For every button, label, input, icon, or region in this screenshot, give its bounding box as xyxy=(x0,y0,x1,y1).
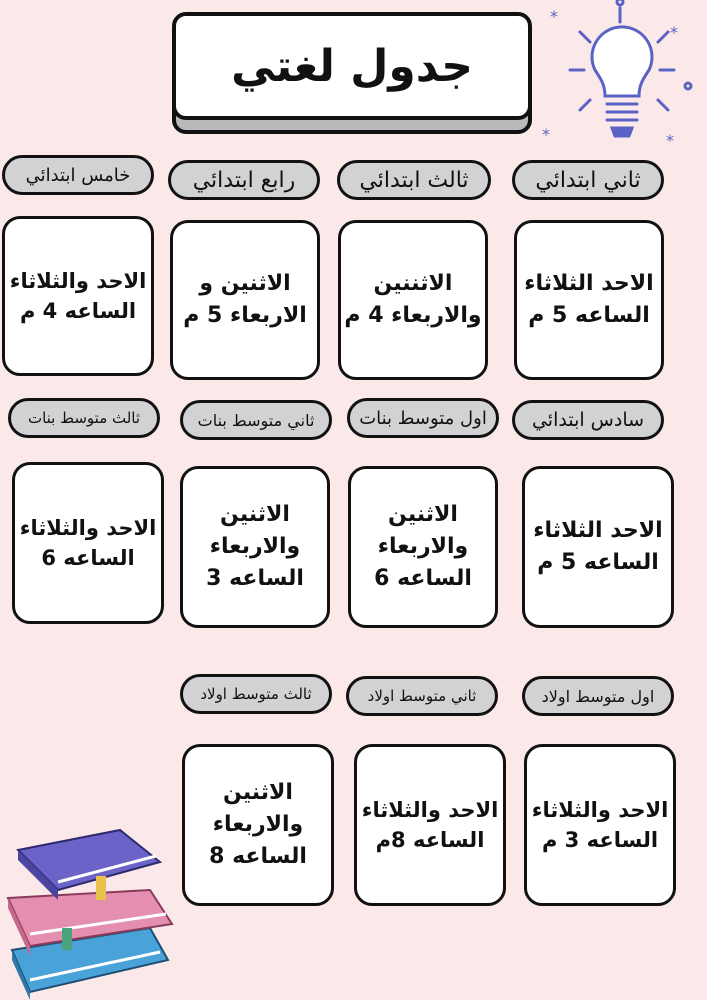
schedule-days: الاحد والثلاثاء xyxy=(9,268,147,293)
grade-label-first-intermediate-girls: اول متوسط بنات xyxy=(347,398,499,438)
svg-text:*: * xyxy=(542,125,550,144)
schedule-days-cont: والاربعاء xyxy=(209,534,301,560)
title-banner xyxy=(172,12,534,138)
grade-label-sixth-primary: سادس ابتدائي xyxy=(512,400,664,440)
page-title: جدول لغتي xyxy=(172,12,532,120)
schedule-time: الساعه 6 xyxy=(41,546,135,570)
grade-label-second-primary: ثاني ابتدائي xyxy=(512,160,664,200)
schedule-days: الاحد والثلاثاء xyxy=(361,797,499,822)
schedule-card-second-intermediate-girls xyxy=(180,466,330,628)
schedule-time: الاربعاء 5 م xyxy=(183,303,307,328)
lightbulb-icon xyxy=(540,0,707,150)
schedule-time: الساعه 4 م xyxy=(19,299,137,323)
schedule-card-first-intermediate-girls xyxy=(348,466,498,628)
grade-label-third-intermediate-boys: ثالث متوسط اولاد xyxy=(180,674,332,714)
schedule-card-second-primary xyxy=(514,220,664,380)
schedule-time: الساعه 5 م xyxy=(537,550,659,575)
schedule-days: الاثنين و xyxy=(199,271,291,297)
schedule-days-cont: والاربعاء xyxy=(377,534,469,560)
schedule-card-third-intermediate-girls xyxy=(12,462,164,624)
schedule-days: الاثنين xyxy=(388,502,458,528)
schedule-days: الاثنين xyxy=(223,780,293,806)
grade-label-second-intermediate-boys: ثاني متوسط اولاد xyxy=(346,676,498,716)
svg-text:*: * xyxy=(550,7,558,26)
grade-label-first-intermediate-boys: اول متوسط اولاد xyxy=(522,676,674,716)
schedule-days: الاحد والثلاثاء xyxy=(531,797,669,822)
grade-label-fifth-primary: خامس ابتدائي xyxy=(2,155,154,195)
books-stack-icon xyxy=(0,820,180,1000)
svg-text:*: * xyxy=(666,131,674,150)
schedule-card-third-primary xyxy=(338,220,488,380)
grade-label-third-intermediate-girls: ثالث متوسط بنات xyxy=(8,398,160,438)
schedule-time: الساعه 3 م xyxy=(541,828,659,852)
schedule-days: الاحد الثلاثاء xyxy=(533,518,663,544)
schedule-card-fifth-primary xyxy=(2,216,154,376)
schedule-time: الساعه 5 م xyxy=(528,303,650,328)
grade-label-third-primary: ثالث ابتدائي xyxy=(337,160,491,200)
grade-label-fourth-primary: رابع ابتدائي xyxy=(168,160,320,200)
schedule-card-sixth-primary xyxy=(522,466,674,628)
svg-text:*: * xyxy=(670,23,678,42)
schedule-card-third-intermediate-boys xyxy=(182,744,334,906)
schedule-days: الاثنين xyxy=(220,502,290,528)
schedule-card-first-intermediate-boys xyxy=(524,744,676,906)
schedule-days: الاثننين xyxy=(373,271,453,297)
schedule-time: الساعه 6 xyxy=(374,565,472,591)
grade-label-second-intermediate-girls: ثاني متوسط بنات xyxy=(180,400,332,440)
schedule-card-second-intermediate-boys xyxy=(354,744,506,906)
schedule-time: الساعه 3 xyxy=(206,565,304,591)
schedule-time: الساعه 8م xyxy=(375,828,485,852)
schedule-days: الاحد الثلاثاء xyxy=(524,271,654,297)
schedule-time: والاربعاء 4 م xyxy=(344,303,482,328)
schedule-days-cont: والاربعاء xyxy=(212,812,304,838)
schedule-days: الاحد والثلاثاء xyxy=(19,515,157,540)
schedule-time: الساعه 8 xyxy=(209,843,307,869)
schedule-card-fourth-primary xyxy=(170,220,320,380)
